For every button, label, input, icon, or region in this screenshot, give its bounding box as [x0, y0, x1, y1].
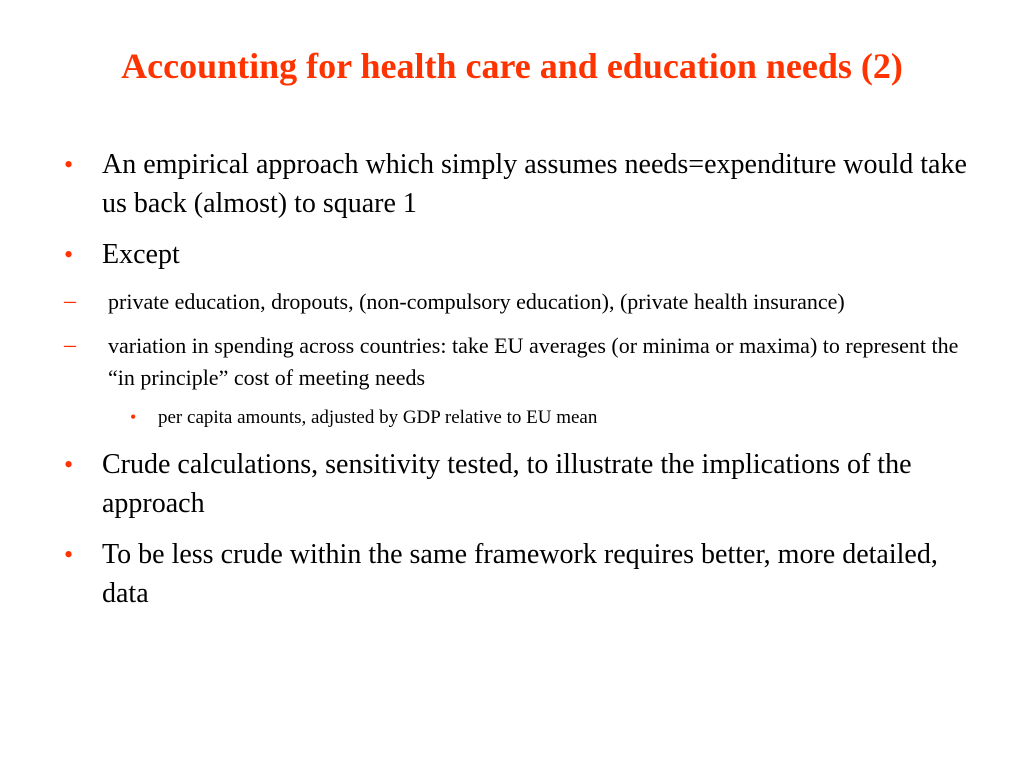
- bullet-item: [64, 235, 974, 274]
- sub-bullet-text: variation in spending across countries: take EU averages (or minima or maxima) to represent the “in principle” cost of meeting needs: [108, 333, 959, 390]
- dash-marker-icon: –: [64, 288, 76, 314]
- bullet-item: [64, 145, 974, 223]
- dash-marker-icon: –: [64, 332, 76, 358]
- bullet-marker-icon: •: [64, 150, 74, 179]
- bullet-text: Except: [102, 239, 180, 270]
- sub-sub-bullet-text: per capita amounts, adjusted by GDP relative to EU mean: [158, 407, 598, 428]
- sub-sub-bullet-item: [130, 404, 974, 431]
- bullet-text: To be less crude within the same framework requires better, more detailed, data: [102, 539, 938, 609]
- sub-bullet-item: [64, 286, 974, 318]
- bullet-marker-icon: •: [130, 407, 137, 427]
- slide-title: Accounting for health care and education needs (2): [121, 46, 903, 86]
- bullet-marker-icon: •: [64, 540, 74, 569]
- sub-bullet-item: [64, 330, 974, 394]
- bullet-text: An empirical approach which simply assumes needs=expenditure would take us back (almost) to square 1: [102, 149, 967, 219]
- sub-bullet-text: private education, dropouts, (non-compulsory education), (private health insurance): [108, 289, 845, 314]
- bullet-list: [64, 145, 974, 625]
- bullet-marker-icon: •: [64, 240, 74, 269]
- bullet-item: [64, 535, 974, 613]
- bullet-item: [64, 445, 974, 523]
- bullet-text: Crude calculations, sensitivity tested, to illustrate the implications of the approach: [102, 449, 912, 519]
- sub-bullet-list: [64, 286, 974, 431]
- bullet-marker-icon: •: [64, 450, 74, 479]
